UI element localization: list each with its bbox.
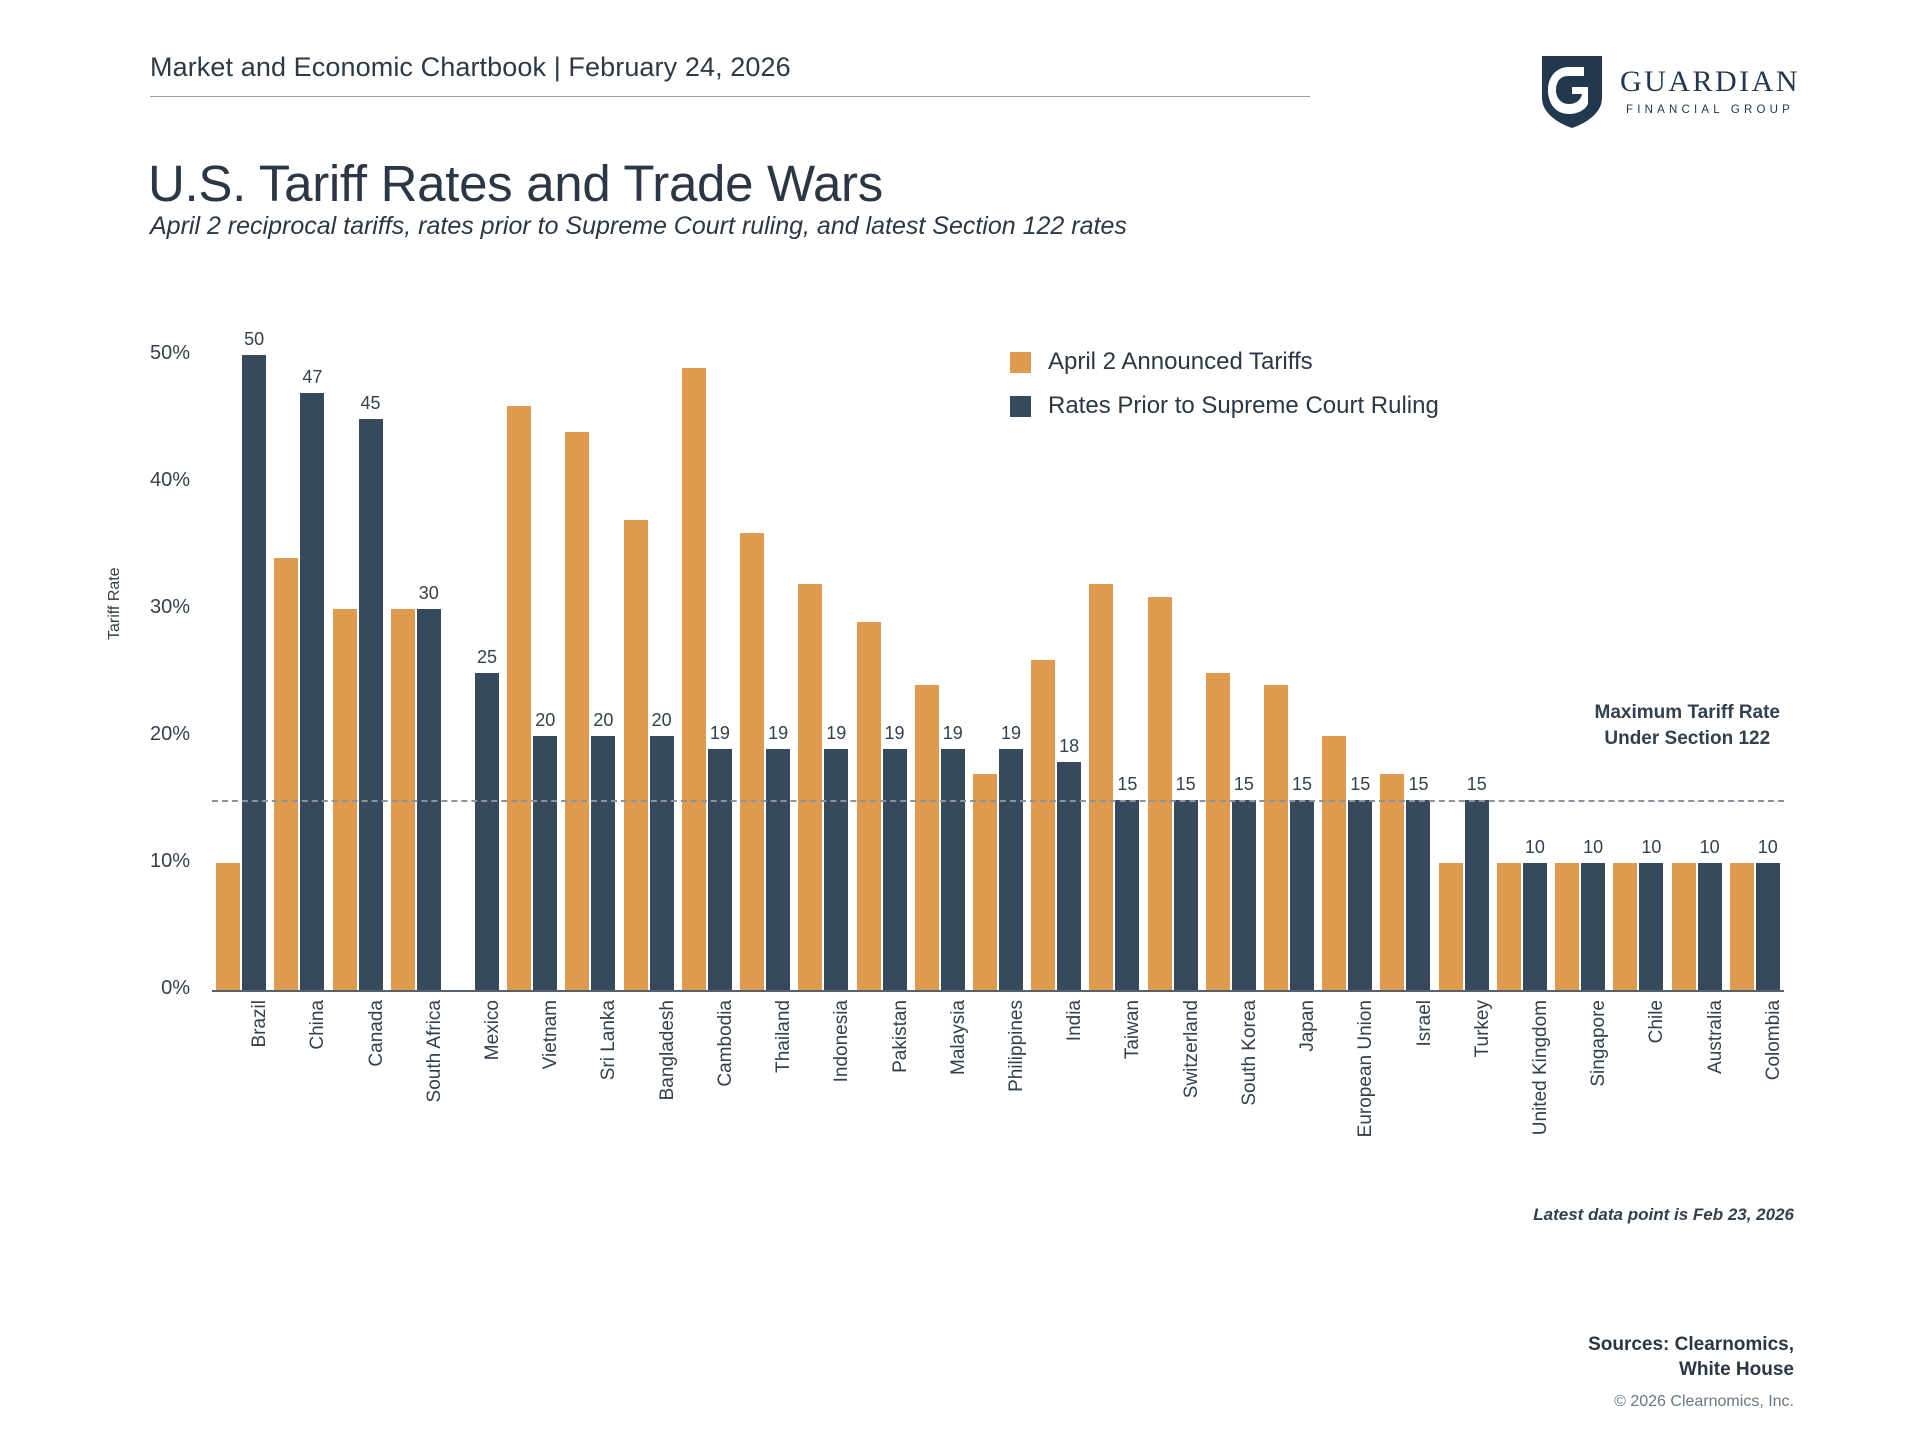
bar-april2 [274, 558, 298, 990]
x-label-european-union: European Union [1355, 1000, 1377, 1138]
x-label-india: India [1064, 1000, 1086, 1042]
bar-value-label: 15 [1350, 773, 1371, 794]
bar-april2 [915, 685, 939, 990]
bar-value-label: 10 [1641, 837, 1662, 858]
page-subtitle: April 2 reciprocal tariffs, rates prior to Supreme Court ruling, and latest Section 122 rates [150, 212, 1127, 240]
bar-prior-ruling [1290, 773, 1314, 990]
bar-april2 [1613, 863, 1637, 990]
bar-value-label: 15 [1466, 773, 1487, 794]
bar-prior-ruling [475, 646, 499, 990]
bar-prior-ruling [1174, 773, 1198, 990]
bar-april2 [1031, 660, 1055, 990]
chart-legend [1010, 348, 1439, 436]
bar-april2 [1089, 584, 1113, 990]
bar-prior-ruling [999, 722, 1023, 990]
bar-group [445, 330, 503, 990]
x-label-brazil: Brazil [249, 1000, 271, 1048]
x-label-malaysia: Malaysia [947, 1000, 969, 1075]
sources-note [1588, 1333, 1794, 1382]
bar-group [387, 330, 445, 990]
bar-value-label: 10 [1757, 837, 1778, 858]
bar-group [852, 330, 910, 990]
bar-group [1435, 330, 1493, 990]
x-label-sri-lanka: Sri Lanka [598, 1000, 620, 1081]
section-122-reference-line [212, 800, 1784, 802]
bar-april2 [682, 368, 706, 990]
bar-prior-ruling [1523, 837, 1547, 990]
bar-group [911, 330, 969, 990]
bar-april2 [1672, 863, 1696, 990]
x-label-indonesia: Indonesia [831, 1000, 853, 1083]
x-label-south-korea: South Korea [1238, 1000, 1260, 1106]
x-label-turkey: Turkey [1471, 1000, 1493, 1058]
bar-value-label: 18 [1059, 735, 1080, 756]
bar-value-label: 10 [1699, 837, 1720, 858]
bar-prior-ruling [1581, 837, 1605, 990]
x-label-south-africa: South Africa [423, 1000, 445, 1103]
bar-april2 [973, 774, 997, 990]
chartbook-title: Market and Economic Chartbook | February 24, 2026 [150, 52, 1310, 97]
y-tick-50: 50% [149, 342, 190, 365]
bar-value-label: 15 [1292, 773, 1313, 794]
legend-swatch-april2 [1010, 352, 1031, 373]
x-label-thailand: Thailand [773, 1000, 795, 1073]
x-label-israel: Israel [1413, 1000, 1435, 1047]
plot-area [212, 330, 1784, 992]
bar-april2 [1206, 673, 1230, 990]
x-label-switzerland: Switzerland [1180, 1000, 1202, 1099]
bar-group [212, 330, 270, 990]
page-title: U.S. Tariff Rates and Trade Wars [148, 155, 883, 213]
bar-value-label: 15 [1233, 773, 1254, 794]
latest-data-point-note: Latest data point is Feb 23, 2026 [1533, 1205, 1794, 1224]
x-label-japan: Japan [1297, 1000, 1319, 1052]
bar-group [503, 330, 561, 990]
bar-april2 [507, 406, 531, 990]
sources-line-2: White House [1678, 1358, 1794, 1380]
bar-value-label: 10 [1583, 837, 1604, 858]
bar-value-label: 15 [1175, 773, 1196, 794]
y-tick-10: 10% [149, 850, 190, 873]
bar-prior-ruling [1232, 773, 1256, 990]
x-label-china: China [307, 1000, 329, 1050]
bar-prior-ruling [766, 722, 790, 990]
bar-april2 [740, 533, 764, 990]
bar-value-label: 19 [768, 722, 789, 743]
bar-prior-ruling [1406, 773, 1430, 990]
bar-prior-ruling [359, 392, 383, 990]
copyright-note: © 2026 Clearnomics, Inc. [1614, 1393, 1794, 1410]
bar-april2 [1555, 863, 1579, 990]
bar-prior-ruling [1698, 837, 1722, 990]
bar-group [270, 330, 328, 990]
bar-value-label: 30 [418, 583, 439, 604]
bar-value-label: 20 [593, 710, 614, 731]
y-tick-0: 0% [161, 977, 190, 999]
bar-group [1551, 330, 1609, 990]
legend-item-prior-ruling [1010, 392, 1439, 420]
bar-prior-ruling [242, 329, 266, 990]
x-label-pakistan: Pakistan [889, 1000, 911, 1073]
bar-prior-ruling [1115, 773, 1139, 990]
bar-value-label: 19 [1000, 722, 1021, 743]
bar-group [561, 330, 619, 990]
bar-april2 [1322, 736, 1346, 990]
x-label-bangladesh: Bangladesh [656, 1000, 678, 1101]
x-label-taiwan: Taiwan [1122, 1000, 1144, 1060]
bar-group [736, 330, 794, 990]
legend-label-prior-ruling: Rates Prior to Supreme Court Ruling [1048, 392, 1439, 419]
bar-value-label: 20 [535, 710, 556, 731]
bar-value-label: 47 [302, 367, 323, 388]
bar-april2 [1730, 863, 1754, 990]
bar-group [678, 330, 736, 990]
bar-prior-ruling [941, 722, 965, 990]
bar-prior-ruling [1639, 837, 1663, 990]
bar-group [328, 330, 386, 990]
bar-value-label: 15 [1408, 773, 1429, 794]
bar-april2 [1497, 863, 1521, 990]
bar-april2 [1439, 863, 1463, 990]
bar-value-label: 45 [360, 392, 381, 413]
x-label-vietnam: Vietnam [540, 1000, 562, 1070]
bar-value-label: 20 [651, 710, 672, 731]
bar-value-label: 19 [709, 722, 730, 743]
x-label-australia: Australia [1704, 1000, 1726, 1074]
x-label-philippines: Philippines [1006, 1000, 1027, 1092]
bar-groups [212, 330, 1784, 990]
bar-prior-ruling [533, 710, 557, 990]
y-axis-title: Tariff Rate [106, 567, 123, 640]
bar-april2 [1148, 597, 1172, 990]
y-tick-20: 20% [149, 723, 190, 746]
bar-prior-ruling [883, 722, 907, 990]
x-label-chile: Chile [1646, 1000, 1668, 1044]
bar-april2 [565, 432, 589, 990]
bar-prior-ruling [300, 367, 324, 990]
bar-prior-ruling [1756, 837, 1780, 990]
bar-group [1609, 330, 1667, 990]
bar-value-label: 19 [942, 722, 963, 743]
bar-group [1667, 330, 1725, 990]
bar-group [1493, 330, 1551, 990]
section-122-annotation [1595, 700, 1780, 751]
x-label-united-kingdom: United Kingdom [1530, 1000, 1551, 1136]
x-label-canada: Canada [365, 1000, 387, 1067]
bar-value-label: 50 [244, 329, 265, 350]
y-tick-40: 40% [149, 469, 190, 492]
bar-prior-ruling [1348, 773, 1372, 990]
bar-april2 [798, 584, 822, 990]
logo-company-name: GUARDIAN [1620, 64, 1800, 98]
section-122-annotation-line1: Maximum Tariff Rate [1594, 702, 1780, 723]
x-label-singapore: Singapore [1588, 1000, 1610, 1087]
x-label-cambodia: Cambodia [714, 1000, 736, 1087]
bar-prior-ruling [591, 710, 615, 990]
bar-value-label: 10 [1524, 837, 1545, 858]
bar-prior-ruling [1465, 773, 1489, 990]
bar-prior-ruling [824, 722, 848, 990]
bar-group [794, 330, 852, 990]
legend-label-april2: April 2 Announced Tariffs [1048, 348, 1313, 375]
bar-april2 [1264, 685, 1288, 990]
bar-value-label: 19 [826, 722, 847, 743]
bar-april2 [624, 520, 648, 990]
bar-value-label: 25 [476, 646, 497, 667]
bar-april2 [857, 622, 881, 990]
y-tick-30: 30% [149, 596, 190, 619]
bar-april2 [216, 863, 240, 990]
sources-line-1: Sources: Clearnomics, [1588, 1334, 1794, 1355]
bar-value-label: 19 [884, 722, 905, 743]
bar-group [1726, 330, 1784, 990]
bar-value-label: 15 [1117, 773, 1138, 794]
x-label-colombia: Colombia [1762, 1000, 1784, 1081]
logo-company-tagline: FINANCIAL GROUP [1625, 103, 1794, 116]
bar-prior-ruling [708, 722, 732, 990]
legend-swatch-prior-ruling [1010, 396, 1031, 417]
bar-group [620, 330, 678, 990]
x-label-mexico: Mexico [482, 1000, 503, 1061]
bar-prior-ruling [1057, 735, 1081, 990]
section-122-annotation-line2: Under Section 122 [1604, 727, 1771, 749]
legend-item-april2 [1010, 348, 1439, 376]
bar-prior-ruling [650, 710, 674, 990]
bar-april2 [1380, 774, 1404, 990]
